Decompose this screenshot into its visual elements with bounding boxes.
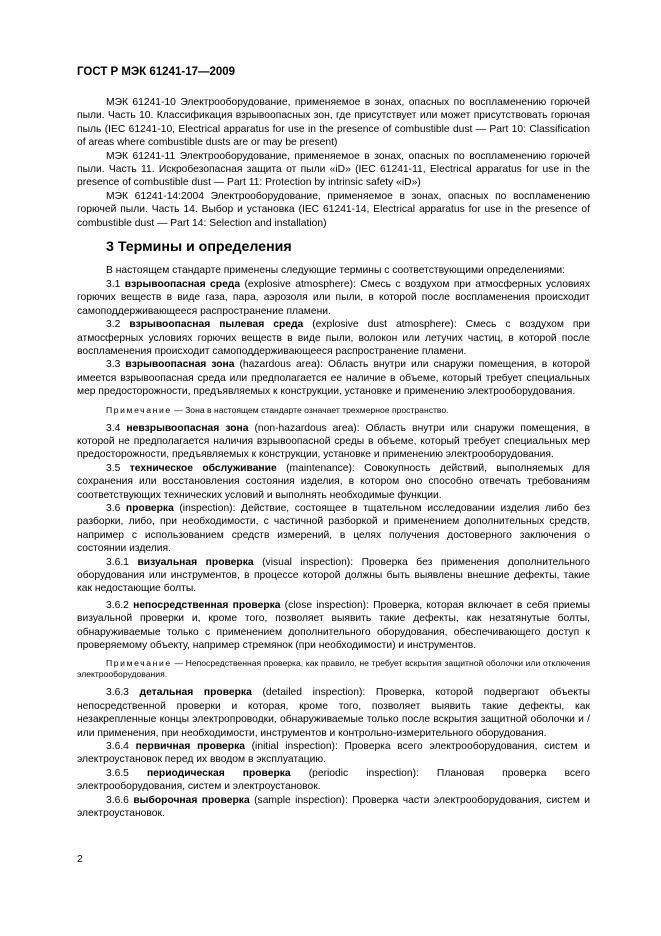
- term-3-6-6: 3.6.6 выборочная проверка (sample inspection): Проверка части электрооборудования, систем и электроустановок.: [77, 794, 590, 820]
- term-3-3: 3.3 взрывоопасная зона (hazardous area): Область внутри или снаружи помещения, в которой имеется взрывоопасная среда или предполагается ее наличие в объеме, который требует специальных мер предосторожности, предъявляемых к конструкции, установке и применению электрооборудования.: [77, 359, 590, 398]
- term-name: взрывоопасная пылевая среда: [129, 319, 304, 331]
- term-name: техническое обслуживание: [129, 462, 277, 474]
- term-name: взрывоопасная среда: [124, 278, 241, 290]
- term-3-6: 3.6 проверка (inspection): Действие, состоящее в тщательном исследовании изделия либо без разборки, либо, при необходимости, с частичной разборкой и применением дополнительных средств, например с использованием средств измерений, в целях получения достоверного заключения о состоянии изделия.: [77, 502, 590, 555]
- term-name: невзрывоопасная зона: [126, 422, 249, 434]
- term-3-6-5: 3.6.5 периодическая проверка (periodic inspection): Плановая проверка всего электрооборудования, систем и электроустановок.: [77, 767, 590, 793]
- note-label: Примечание: [106, 404, 172, 415]
- note-label: Примечание: [106, 658, 172, 669]
- document-header: ГОСТ Р МЭК 61241-17—2009: [77, 66, 236, 78]
- term-3-6-2: 3.6.2 непосредственная проверка (close inspection): Проверка, которая включает в себя приемы визуальной проверки и, кроме того, позволяет выявить такие дефекты, как незатянутые болты, обнаруживаемые только с применением дополнительного оборудования, обеспечивающего доступ к проверяемому объекту, например стремянок (при необходимости) и инструментов.: [77, 599, 591, 652]
- term-3-2: 3.2 взрывоопасная пылевая среда (explosive dust atmosphere): Смесь с воздухом при атмосферных условиях горючих веществ в виде пыли, волокон или летучих частиц, в которой после воспламенения происходит самоподдерживающееся распространение пламени.: [77, 319, 590, 357]
- reference-61241-10: МЭК 61241-10 Электрооборудование, применяемое в зонах, опасных по воспламенению горючей пыли. Часть 10. Классификация взрывоопасных зон, где присутствует или может присутствовать горючая пыль (IEC 61241-10, Electrical apparatus for use in the presence of combustible dust — Part 10: Classification of areas where combustible dusts are or may be present): [77, 97, 590, 149]
- term-3-6-4: 3.6.4 первичная проверка (initial inspection): Проверка всего электрооборудования, систем и электроустановок перед их вводом в эксплуатацию.: [77, 741, 590, 766]
- term-3-1: 3.1 взрывоопасная среда (explosive atmosphere): Смесь с воздухом при атмосферных условиях горючих веществ в виде газа, пара, аэрозоля или пыли, в которой после воспламенения происходит самоподдерживающееся распространение пламени.: [77, 278, 590, 317]
- term-name: выборочная проверка: [133, 794, 250, 806]
- term-name: взрывоопасная зона: [125, 359, 235, 371]
- term-3-6-3: 3.6.3 детальная проверка (detailed inspection): Проверка, которой подвергают объекты непосредственной проверки и которая, кроме того, позволяет выявить такие дефекты, как незакрепленные концы электропроводки, обнаруживаемые только после вскрытия защитной оболочки и /или применения, при необходимости, инструментов и контрольно-измерительного оборудования.: [77, 687, 590, 739]
- note-close-inspection: Примечание — Непосредственная проверка, как правило, не требует вскрытия защитной оболочки или отключения электрооборудования.: [77, 658, 590, 680]
- term-name: первичная проверка: [135, 741, 245, 753]
- section-title: 3 Термины и определения: [106, 239, 292, 256]
- intro-text: В настоящем стандарте применены следующие термины с соответствующими определениями:: [106, 265, 566, 277]
- note-zone: Примечание — Зона в настоящем стандарте означает трехмерное пространство.: [106, 404, 449, 415]
- term-name: детальная проверка: [139, 687, 252, 699]
- term-3-4: 3.4 невзрывоопасная зона (non-hazardous area): Область внутри или снаружи помещения, в которой не предполагается наличия взрывоопасной среды в объеме, который требует специальных мер предосторожности, предъявляемых к конструкции, установке и применению электрооборудования.: [77, 422, 590, 461]
- term-name: непосредственная проверка: [133, 599, 281, 611]
- term-name: периодическая проверка: [146, 767, 291, 779]
- page-content: [77, 96, 590, 821]
- reference-61241-11: МЭК 61241-11 Электрооборудование, применяемое в зонах, опасных по воспламенению горючей пыли. Часть 11. Искробезопасная защита от пыли «iD» (IEC 61241-11, Electrical apparatus for use in the presence of combustible dust — Part 11: Protection by intrinsic safety «iD»): [77, 150, 590, 189]
- page-number: 2: [77, 853, 83, 865]
- term-name: проверка: [125, 502, 174, 514]
- term-3-5: 3.5 техническое обслуживание (maintenance): Совокупность действий, выполняемых для сохранения или восстановления состояния изделия, в котором оно способно отвечать требованиям соответствующих технических условий и выполнять необходимые функции.: [77, 462, 590, 501]
- term-name: визуальная проверка: [137, 556, 254, 568]
- reference-61241-14: МЭК 61241-14:2004 Электрооборудование, применяемое в зонах, опасных по воспламенению горючей пыли. Часть 14. Выбор и установка (IEC 61241-14, Electrical apparatus for use in the presence of combustible dust — Part 14: Selection and installation): [77, 190, 590, 229]
- term-3-6-1: 3.6.1 визуальная проверка (visual inspection): Проверка без применения дополнительного оборудования или инструментов, в процессе которой должны быть выявлены внешние дефекты, такие как недостающие болты.: [77, 556, 590, 595]
